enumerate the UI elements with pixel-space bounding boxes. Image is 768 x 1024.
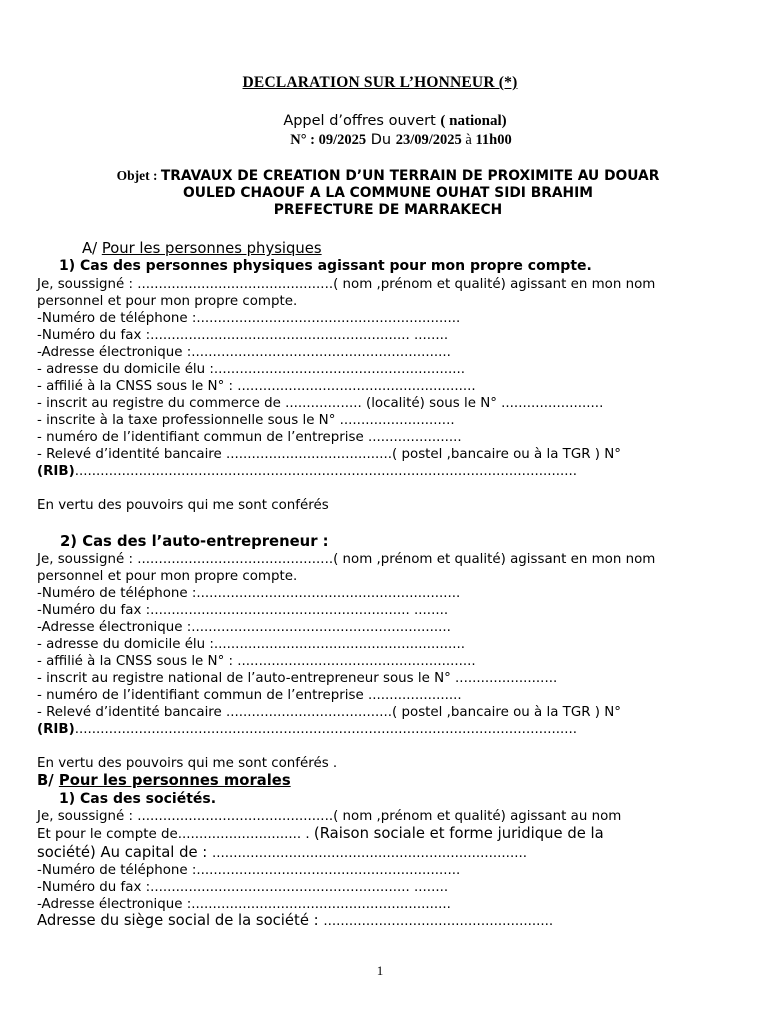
a2-line-7: - affilié à la CNSS sous le N° : ........................................................ xyxy=(37,654,476,669)
tender-du-text: Du xyxy=(366,132,396,148)
section-a-sub2-title: 2) Cas des l’auto-entrepreneur : xyxy=(60,533,329,550)
b1-capital-line xyxy=(37,844,527,862)
b1-compte-part-b: (Raison sociale et forme juridique de la xyxy=(313,825,604,842)
a2-rib-dots: ...................................................................................................................... xyxy=(74,722,578,737)
objet-line-3: PREFECTURE DE MARRAKECH xyxy=(273,202,503,218)
b1-email: -Adresse électronique :............................................................. xyxy=(37,897,451,912)
tender-date: 23/09/2025 xyxy=(395,132,462,148)
a2-rib-line xyxy=(37,721,577,738)
a1-line-9: - inscrite à la taxe professionnelle sous le N° ........................... xyxy=(37,413,455,428)
a2-line-10: - Relevé d’identité bancaire .......................................( postel ,bancaire ou à la TGR ) N° xyxy=(37,705,621,720)
a2-line-3: -Numéro de téléphone :.............................................................. xyxy=(37,586,461,601)
section-b-title: Pour les personnes morales xyxy=(58,772,291,789)
section-b-heading xyxy=(37,772,291,789)
tender-type-line xyxy=(0,113,768,130)
page-number: 1 xyxy=(376,963,384,978)
tender-scope: ( national) xyxy=(440,113,507,129)
tender-number-label: N° : xyxy=(290,132,319,148)
b1-compte-part-a: Et pour le compte de............................. . xyxy=(37,827,314,842)
a1-line-3: -Numéro de téléphone :.............................................................. xyxy=(37,311,461,326)
objet-line-1 xyxy=(0,167,768,185)
a2-line-1: Je, soussigné : ..............................................( nom ,prénom et qualité) agissant en mon nom xyxy=(37,552,656,567)
objet-label: Objet : xyxy=(116,168,161,183)
a1-line-5: -Adresse électronique :............................................................. xyxy=(37,345,451,360)
objet-block xyxy=(0,167,768,219)
a2-line-5: -Adresse électronique :............................................................. xyxy=(37,620,451,635)
a1-line-1: Je, soussigné : ..............................................( nom ,prénom et qualité) agissant en mon nom xyxy=(37,277,656,292)
b1-siege-line xyxy=(37,912,553,930)
a1-line-10: - numéro de l’identifiant commun de l’entreprise ...................... xyxy=(37,430,462,445)
a1-line-8: - inscrit au registre du commerce de .................. (localité) sous le N° ........................ xyxy=(37,396,604,411)
a1-rib-label: (RIB) xyxy=(37,464,75,479)
b1-capital-part-a: société) Au capital de : xyxy=(37,844,212,861)
a2-line-9: - numéro de l’identifiant commun de l’entreprise ...................... xyxy=(37,688,462,703)
a2-rib-label: (RIB) xyxy=(37,722,75,737)
b1-soussigne: Je, soussigné : ..............................................( nom ,prénom et qualité) agissant au nom xyxy=(37,809,622,824)
b1-fax: -Numéro du fax :............................................................. ........ xyxy=(37,880,449,895)
objet-line-2: OULED CHAOUF A LA COMMUNE OUHAT SIDI BRAHIM xyxy=(183,185,593,201)
b1-siege-part-b: ...................................................... xyxy=(323,914,554,929)
a2-line-4: -Numéro du fax :............................................................. ........ xyxy=(37,603,449,618)
a1-line-11: - Relevé d’identité bancaire .......................................( postel ,bancaire ou à la TGR ) N° xyxy=(37,447,621,462)
a1-line-2: personnel et pour mon propre compte. xyxy=(37,294,298,309)
a2-line-6: - adresse du domicile élu :........................................................... xyxy=(37,637,466,652)
section-a-title: Pour les personnes physiques xyxy=(101,240,322,257)
section-a-heading xyxy=(82,240,322,257)
a1-line-4: -Numéro du fax :............................................................. ........ xyxy=(37,328,449,343)
a1-rib-line xyxy=(37,463,577,480)
a2-powers: En vertu des pouvoirs qui me sont conférés . xyxy=(37,756,338,771)
document-title: DECLARATION SUR L’HONNEUR (*) xyxy=(242,74,518,91)
b1-capital-part-b: .......................................................................... xyxy=(211,846,527,861)
a1-line-6: - adresse du domicile élu :........................................................... xyxy=(37,362,466,377)
a1-powers: En vertu des pouvoirs qui me sont conférés xyxy=(37,498,329,513)
objet-text-1: TRAVAUX DE CREATION D’UN TERRAIN DE PROXIMITE AU DOUAR xyxy=(160,168,660,184)
a2-line-2: personnel et pour mon propre compte. xyxy=(37,569,298,584)
section-a-prefix: A/ xyxy=(82,240,102,257)
tender-type-text: Appel d’offres ouvert xyxy=(283,113,441,129)
section-b-sub1-title: 1) Cas des sociétés. xyxy=(59,791,217,807)
b1-tel: -Numéro de téléphone :.............................................................. xyxy=(37,863,461,878)
b1-siege-part-a: Adresse du siège social de la société : xyxy=(37,912,324,929)
a2-line-8: - inscrit au registre national de l’auto-entrepreneur sous le N° ........................ xyxy=(37,671,558,686)
b1-compte-line xyxy=(37,825,604,843)
a1-line-7: - affilié à la CNSS sous le N° : ........................................................ xyxy=(37,379,476,394)
section-a-sub1-title: 1) Cas des personnes physiques agissant pour mon propre compte. xyxy=(59,258,592,274)
section-b-prefix: B/ xyxy=(37,772,59,789)
tender-number: 09/2025 xyxy=(318,132,367,148)
tender-number-line xyxy=(0,132,768,149)
a1-rib-dots: ...................................................................................................................... xyxy=(74,464,578,479)
tender-time: 11h00 xyxy=(475,132,512,148)
tender-a-text: à xyxy=(461,132,476,148)
